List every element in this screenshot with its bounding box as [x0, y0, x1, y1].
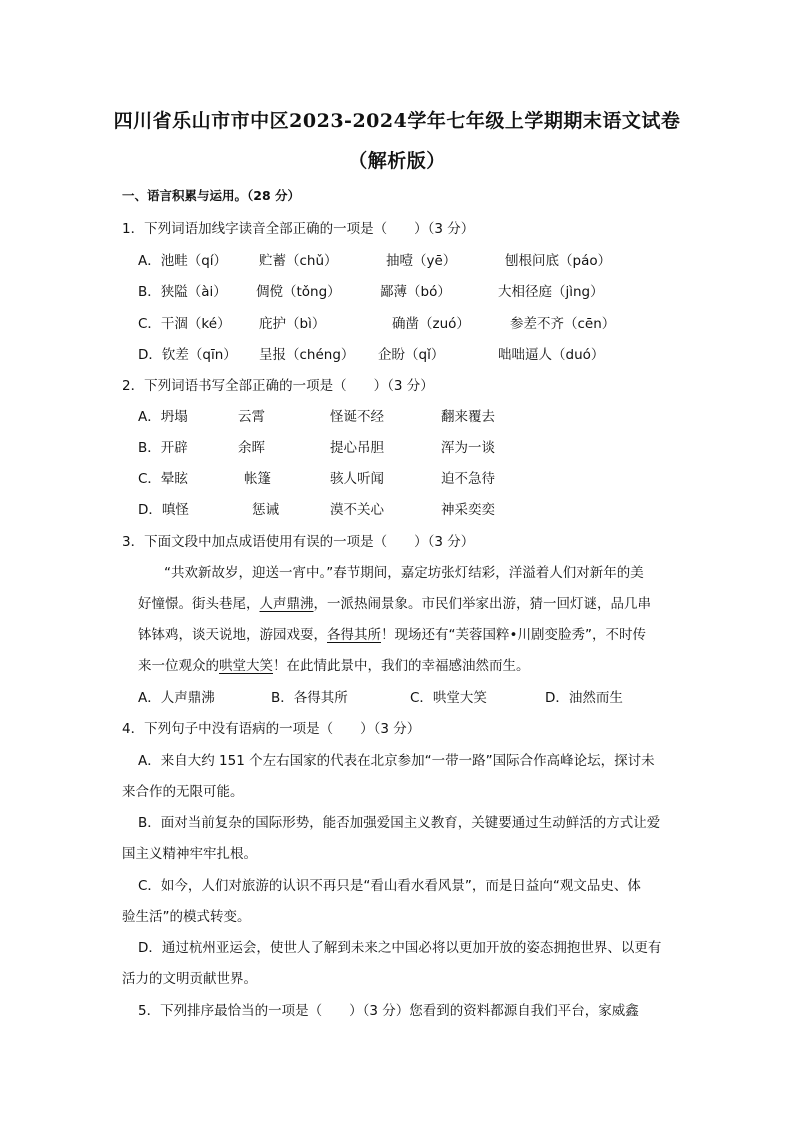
q5-watermark-text: 您看到的资料都源自我们平台，家威鑫	[409, 1003, 639, 1019]
q2-option-a-word1: A．坍塌	[138, 409, 188, 425]
section-heading: 一、语言积累与运用。（28 分）	[122, 188, 300, 203]
q2-option-b-word2: 余晖	[238, 440, 265, 456]
exam-title: 四川省乐山市市中区2023-2024学年七年级上学期期末语文试卷	[113, 110, 681, 132]
passage-text: “共欢新故岁，迎送一宵中。”春节期间，嘉定坊张灯结彩，洋溢着人们对新年的美	[164, 565, 644, 581]
q5-stem-text: 5．下列排序最恰当的一项是（ ）（3 分）	[138, 1003, 410, 1019]
q3-option-a: A．人声鼎沸	[138, 690, 215, 706]
q4-option-c-line2: 验生活”的模式转变。	[122, 909, 251, 925]
q2-option-d-word2: 惩诫	[252, 502, 279, 518]
q1-option-b-word4: 大相径庭（jìng）	[498, 284, 604, 300]
q1-option-a-word4: 刨根问底（páo）	[505, 253, 612, 269]
q2-option-d-word4: 神采奕奕	[441, 502, 495, 518]
q2-option-c-word3: 骇人听闻	[330, 471, 384, 487]
underlined-idiom: 人声鼎沸	[259, 596, 314, 612]
q1-option-d-word1: D．钦差（qīn）	[138, 347, 237, 363]
q4-option-d-line1: D．通过杭州亚运会，使世人了解到未来之中国必将以更加开放的姿态拥抱世界、以更有	[138, 940, 662, 956]
q4-option-b-line2: 国主义精神牢牢扎根。	[122, 846, 257, 862]
q1-option-a-word2: 贮蓄（chǔ）	[259, 253, 338, 269]
q3-option-c: C．哄堂大笑	[410, 690, 487, 706]
underlined-idiom: 各得其所	[327, 627, 381, 643]
q1-option-c-word2: 庇护（bì）	[259, 316, 326, 332]
question-1-stem: 1．下列词语加线字读音全部正确的一项是（ ）（3 分）	[122, 221, 475, 237]
q1-option-b-word1: B．狭隘（ài）	[138, 284, 227, 300]
q2-option-c-word1: C．晕眩	[138, 471, 188, 487]
q2-option-d-word1: D．嗔怪	[138, 502, 189, 518]
passage-text: ！在此情此景中，我们的幸福感油然而生。	[273, 658, 530, 674]
question-2-stem: 2．下列词语书写全部正确的一项是（ ）（3 分）	[122, 378, 434, 394]
q3-option-b: B．各得其所	[271, 690, 348, 706]
question-5-stem	[138, 999, 639, 1019]
passage-text: 钵钵鸡，谈天说地，游园戏耍，	[138, 627, 327, 643]
q2-option-d-word3: 漠不关心	[330, 502, 384, 518]
q4-option-b-line1: B．面对当前复杂的国际形势，能否加强爱国主义教育，关键要通过生动鲜活的方式让爱	[138, 815, 661, 831]
q1-option-a-word3: 抽噎（yē）	[386, 253, 457, 269]
q2-option-c-word4: 迫不急待	[441, 471, 495, 487]
q2-option-a-word4: 翻来覆去	[441, 409, 495, 425]
q1-option-b-word3: 鄙薄（bó）	[380, 284, 451, 300]
passage-text: ，一派热闹景象。市民们举家出游，猜一回灯谜，品几串	[313, 596, 651, 612]
question-3-stem: 3．下面文段中加点成语使用有误的一项是（ ）（3 分）	[122, 534, 475, 550]
passage-line-3	[138, 623, 646, 643]
passage-line-1	[164, 561, 644, 581]
q1-option-c-word4: 参差不齐（cēn）	[510, 316, 616, 332]
passage-line-4	[138, 654, 530, 674]
q2-option-a-word3: 怪诞不经	[330, 409, 384, 425]
q4-option-a-line1: A．来自大约 151 个左右国家的代表在北京参加“一带一路”国际合作高峰论坛，探讨未	[138, 753, 655, 769]
q4-option-a-line2: 来合作的无限可能。	[122, 784, 244, 800]
q2-option-b-word4: 浑为一谈	[441, 440, 495, 456]
q2-option-a-word2: 云霄	[238, 409, 265, 425]
passage-text: 来一位观众的	[138, 658, 219, 674]
q2-option-b-word3: 提心吊胆	[330, 440, 384, 456]
q1-option-d-word3: 企盼（qǐ）	[378, 347, 445, 363]
passage-text: ！现场还有“芙蓉国粹•川剧变脸秀”，不时传	[381, 627, 646, 643]
exam-subtitle: （解析版）	[348, 150, 446, 172]
q3-option-d: D．油然而生	[545, 690, 623, 706]
q1-option-c-word3: 确凿（zuó）	[392, 316, 470, 332]
q1-option-c-word1: C．干涸（ké）	[138, 316, 231, 332]
q2-option-b-word1: B．开辟	[138, 440, 188, 456]
passage-line-2	[138, 592, 651, 612]
underlined-idiom: 哄堂大笑	[219, 658, 273, 674]
q4-option-d-line2: 活力的文明贡献世界。	[122, 971, 257, 987]
q2-option-c-word2: 帐篷	[244, 471, 271, 487]
q1-option-d-word2: 呈报（chéng）	[259, 347, 355, 363]
q1-option-a-word1: A．池畦（qí）	[138, 253, 228, 269]
q1-option-d-word4: 咄咄逼人（duó）	[498, 347, 605, 363]
q4-option-c-line1: C．如今，人们对旅游的认识不再只是“看山看水看风景”，而是日益向“观文品史、体	[138, 878, 641, 894]
question-4-stem: 4．下列句子中没有语病的一项是（ ）（3 分）	[122, 721, 421, 737]
q1-option-b-word2: 倜傥（tǒng）	[256, 284, 341, 300]
passage-text: 好憧憬。街头巷尾，	[138, 596, 260, 612]
